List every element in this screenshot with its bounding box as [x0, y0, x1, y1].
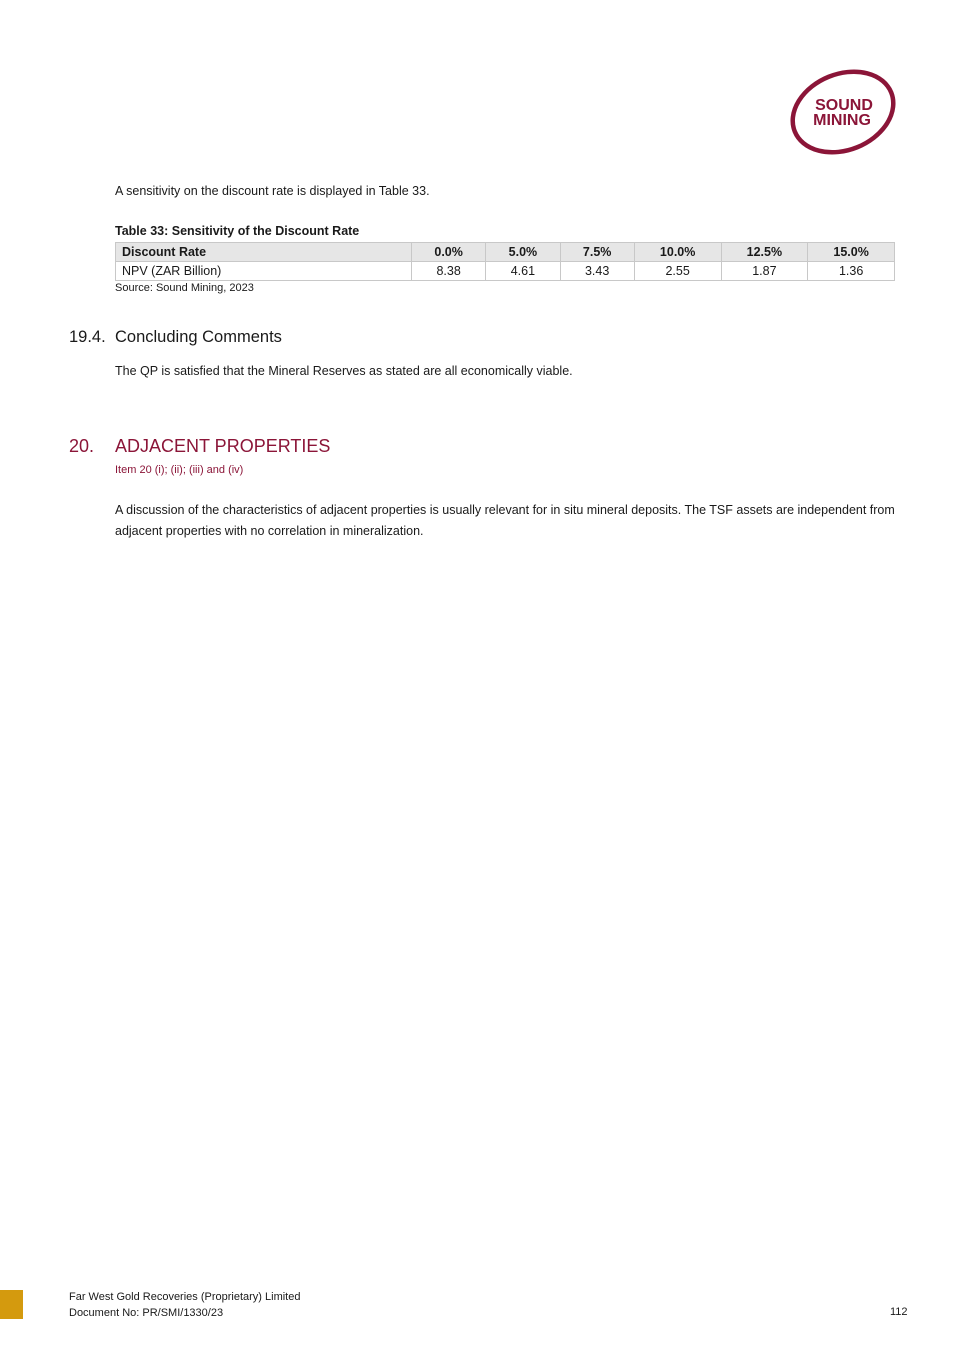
table-caption: Table 33: Sensitivity of the Discount Rate: [115, 224, 360, 238]
footer-color-mark: [0, 1290, 23, 1319]
table-source: Source: Sound Mining, 2023: [115, 282, 254, 294]
table-header-cell: Discount Rate: [116, 243, 412, 262]
table-row: [116, 262, 895, 281]
table-header-cell: 7.5%: [560, 243, 634, 262]
page-number: 112: [890, 1306, 908, 1318]
table-header-cell: 12.5%: [721, 243, 808, 262]
item-reference: Item 20 (i); (ii); (iii) and (iv): [115, 464, 244, 476]
section-20-title: ADJACENT PROPERTIES: [115, 436, 331, 456]
table-header-cell: 0.0%: [412, 243, 486, 262]
table-cell: 1.87: [721, 262, 808, 281]
adjacent-paragraph: A discussion of the characteristics of adjacent properties is usually relevant for in situ mineral deposits. The TSF assets are independent from adjacent properties with no correlation in mineralization.: [115, 503, 895, 538]
section-19-4-title: Concluding Comments: [115, 328, 282, 346]
section-19-4-number: 19.4.: [69, 328, 106, 346]
table-cell: NPV (ZAR Billion): [116, 262, 412, 281]
table-cell: 3.43: [560, 262, 634, 281]
section-20-number: 20.: [69, 436, 95, 456]
table-header-cell: 5.0%: [486, 243, 560, 262]
footer-document-number: Document No: PR/SMI/1330/23: [69, 1307, 224, 1319]
table-header-cell: 15.0%: [808, 243, 895, 262]
intro-paragraph: A sensitivity on the discount rate is displayed in Table 33.: [115, 184, 430, 198]
logo-ring-icon: [786, 66, 902, 158]
table-header-row: [116, 243, 895, 262]
sound-mining-logo: [786, 66, 902, 158]
table-cell: 8.38: [412, 262, 486, 281]
logo-line2: MINING: [813, 112, 871, 129]
concluding-paragraph: The QP is satisfied that the Mineral Reserves as stated are all economically viable.: [115, 364, 573, 378]
discount-rate-table: [115, 242, 895, 281]
table-header-cell: 10.0%: [634, 243, 721, 262]
table-cell: 4.61: [486, 262, 560, 281]
footer-company: Far West Gold Recoveries (Proprietary) Limited: [69, 1291, 301, 1303]
logo-line1: SOUND: [815, 97, 873, 114]
table-cell: 2.55: [634, 262, 721, 281]
table-cell: 1.36: [808, 262, 895, 281]
